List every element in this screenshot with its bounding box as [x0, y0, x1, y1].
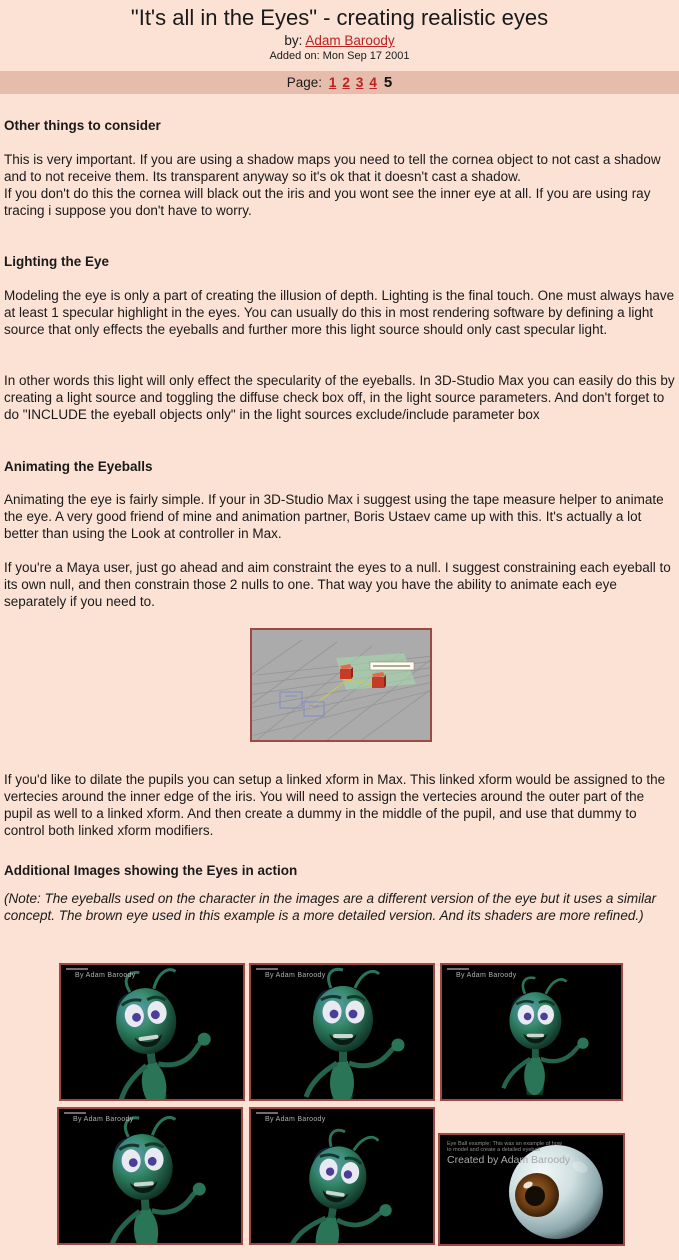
- character-render-5: [249, 1107, 435, 1245]
- render-caption: By Adam Baroody: [75, 972, 136, 979]
- note-italic: (Note: The eyeballs used on the character in the images are a different version of the eye but it uses a similar concept. The brown eye used in this example is a more detailed version. And its shaders are more refined.): [4, 891, 657, 923]
- by-label: by:: [284, 33, 303, 48]
- paragraph-animating-1: Animating the eye is fairly simple. If your in 3D-Studio Max i suggest using the tape measure helper to animate the eye. A very good friend of mine and animation partner, Boris Ustaev came up with this. It's actually a lot better than using the Look at controller in Max.: [4, 492, 664, 541]
- page-link-3[interactable]: 3: [355, 75, 364, 90]
- tooltip-label: [370, 662, 414, 670]
- tiny-caption-line: [64, 1112, 86, 1114]
- render-caption: By Adam Baroody: [265, 1116, 326, 1123]
- character-render-1: [59, 963, 245, 1101]
- render-caption: By Adam Baroody: [73, 1116, 134, 1123]
- heading-other-things: Other things to consider: [4, 118, 161, 133]
- paragraph-lighting-2: In other words this light will only effect the specularity of the eyeballs. In 3D-Studio Max you can easily do this by creating a light source and toggling the diffuse check box off, in the light source parameters. And don't forget to do "INCLUDE the eyeball objects only" in the light sources exclude/include parameter box: [4, 373, 675, 422]
- page-link-4[interactable]: 4: [369, 75, 377, 90]
- byline: [0, 33, 679, 48]
- page-title: "It's all in the Eyes" - creating realistic eyes: [130, 5, 549, 30]
- eyeball-caption: Created by Adam Baroody: [447, 1154, 571, 1166]
- paragraph-shadow-maps: This is very important. If you are using a shadow maps you need to tell the cornea object to not cast a shadow and to not receive them. Its transparent anyway so it's ok that it doesn't cast a shadow. If you don't do this the cornea will black out the iris and you wont see the inner eye at all. If you are using ray tracing i suppose you don't have to worry.: [4, 152, 661, 218]
- author-link[interactable]: Adam Baroody: [305, 33, 395, 48]
- character-render-2: [249, 963, 435, 1101]
- eyeball-render: [438, 1133, 625, 1246]
- render-caption: By Adam Baroody: [456, 972, 517, 979]
- paragraph-linked-xform: If you'd like to dilate the pupils you can setup a linked xform in Max. This linked xform would be assigned to the vertecies around the inner edge of the iris. You will need to assign the vertecies around the outer part of the pupil as well to a linked xform. And then create a dummy in the middle of the pupil, and use that dummy to control both linked xform modifiers.: [4, 772, 666, 838]
- 3d-grid-scene: [252, 630, 430, 740]
- page-label: Page:: [286, 75, 323, 90]
- heading-lighting-the-eye: Lighting the Eye: [4, 254, 110, 269]
- render-caption: By Adam Baroody: [265, 972, 326, 979]
- render-thumbnail-grid: [0, 963, 679, 1260]
- heading-animating-eyeballs: Animating the Eyeballs: [4, 459, 153, 474]
- paragraph-animating-2: If you're a Maya user, just go ahead and aim constraint the eyes to a null. I suggest constraining each eyeball to its own null, and then constrain those 2 nulls to one. That way you have the ability to animate each eye separately if you need to.: [4, 560, 671, 609]
- current-page-number: 5: [383, 74, 393, 91]
- viewport-screenshot: [250, 628, 432, 742]
- eyeball-caption-line-2: to model and create a detailed eyeball: [447, 1147, 540, 1153]
- tiny-caption-line: [256, 968, 278, 970]
- page-link-1[interactable]: 1: [328, 75, 337, 90]
- pagination-bar: [0, 71, 679, 94]
- tiny-caption-line: [66, 968, 88, 970]
- paragraph-lighting-1: Modeling the eye is only a part of creating the illusion of depth. Lighting is the final touch. One must always have at least 1 specular highlight in the eyes. You can usually do this in most rendering software by defining a light source that only effects the eyeballs and further more this light source should only cast specular light.: [4, 288, 675, 337]
- tiny-caption-line: [447, 968, 469, 970]
- character-render-4: [57, 1107, 243, 1245]
- eyeball-helper-cube-2: [372, 672, 386, 688]
- tiny-caption-line: [256, 1112, 278, 1114]
- page-link-2[interactable]: 2: [342, 75, 350, 90]
- character-render-3: [440, 963, 623, 1101]
- eyeball-helper-cube-1: [340, 664, 353, 679]
- heading-additional-images: Additional Images showing the Eyes in action: [4, 863, 298, 878]
- eyeball-caption-line-1: Eye Ball example: This was an example of how: [447, 1141, 562, 1147]
- added-on-date: Added on: Mon Sep 17 2001: [269, 50, 410, 62]
